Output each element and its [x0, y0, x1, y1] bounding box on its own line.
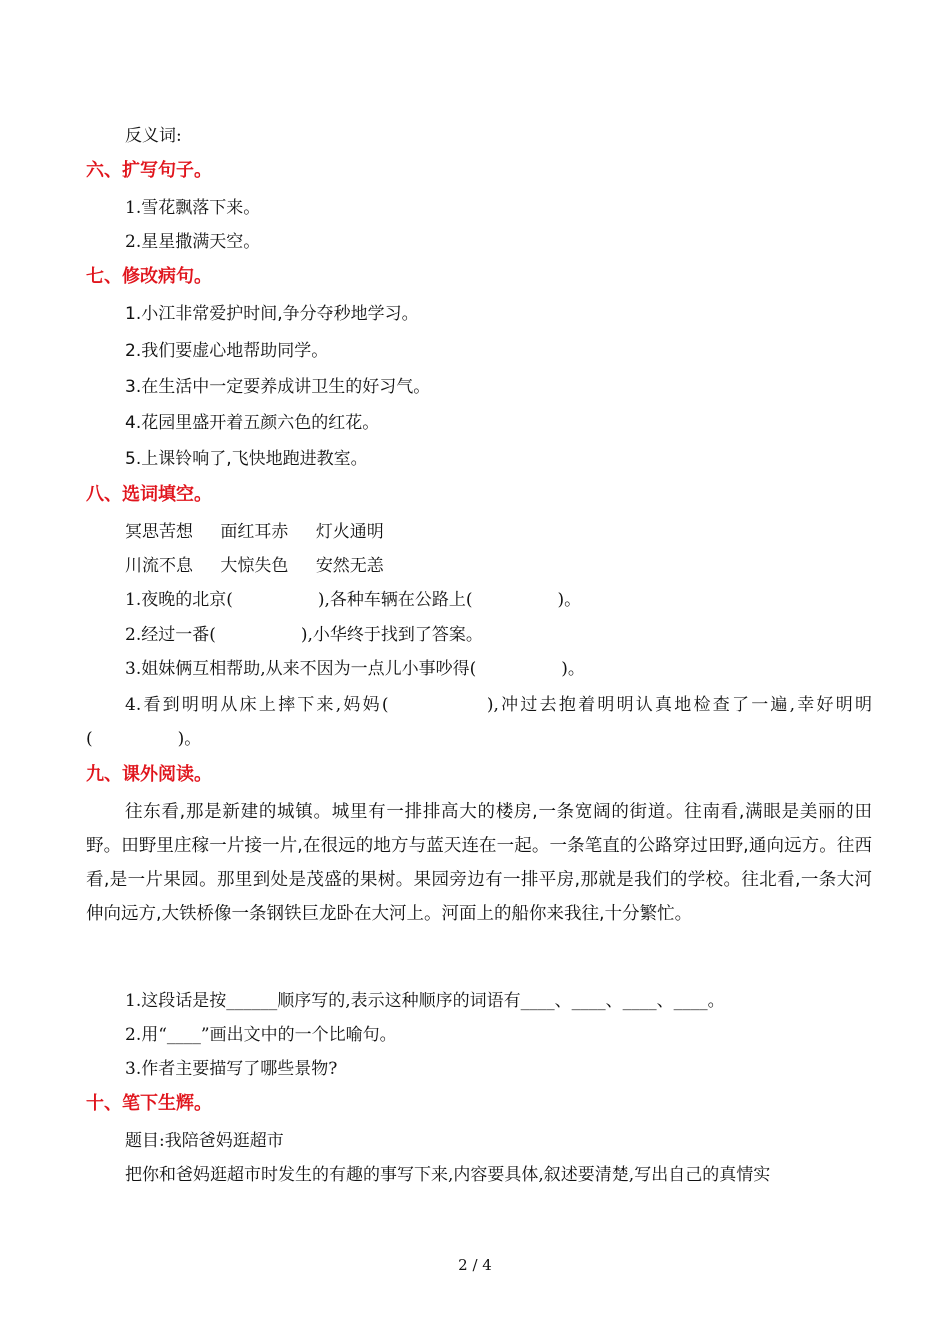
essay-title: 题目:我陪爸妈逛超市	[125, 1131, 284, 1151]
section-7-heading: 七、修改病句。	[86, 266, 212, 287]
sec9-question-2: 2.用“____”画出文中的一个比喻句。	[125, 1025, 397, 1045]
essay-prompt: 把你和爸妈逛超市时发生的有趣的事写下来,内容要具体,叙述要清楚,写出自己的真情实	[125, 1165, 771, 1185]
sec7-item-3: 3.在生活中一定要养成讲卫生的好习气。	[125, 377, 431, 397]
sec7-item-5: 5.上课铃响了,飞快地跑进教室。	[125, 449, 368, 469]
word-option: 面红耳赤	[220, 522, 289, 542]
sec8-question-1: 1.夜晚的北京( ),各种车辆在公路上( )。	[125, 590, 582, 610]
word-option: 灯火通明	[315, 522, 384, 542]
word-option: 大惊失色	[220, 556, 289, 576]
section-8-heading: 八、选词填空。	[86, 484, 212, 505]
sec8-question-2: 2.经过一番( ),小华终于找到了答案。	[125, 625, 483, 645]
sec7-item-4: 4.花园里盛开着五颜六色的红花。	[125, 413, 380, 433]
sec6-item-2: 2.星星撒满天空。	[125, 232, 261, 252]
sec6-item-1: 1.雪花飘落下来。	[125, 198, 261, 218]
sec8-question-4: 4.看到明明从床上摔下来,妈妈( ),冲过去抱着明明认真地检查了一遍,幸好明明( )。	[86, 695, 872, 749]
antonym-label: 反义词:	[125, 126, 182, 146]
sec7-item-1: 1.小江非常爱护时间,争分夺秒地学习。	[125, 304, 419, 324]
word-bank-row-2	[125, 554, 406, 578]
word-option: 冥思苦想	[125, 522, 193, 542]
sec8-question-3: 3.姐妹俩互相帮助,从来不因为一点儿小事吵得( )。	[125, 659, 585, 679]
sec9-question-3: 3.作者主要描写了哪些景物?	[125, 1059, 338, 1079]
section-9-heading: 九、课外阅读。	[86, 764, 212, 785]
section-10-heading: 十、笔下生辉。	[86, 1093, 212, 1114]
reading-passage: 往东看,那是新建的城镇。城里有一排排高大的楼房,一条宽阔的街道。往南看,满眼是美丽的田野。田野里庄稼一片接一片,在很远的地方与蓝天连在一起。一条笔直的公路穿过田野,通向远方。往西看,是一片果园。那里到处是茂盛的果树。果园旁边有一排平房,那就是我们的学校。往北看,一条大河伸向远方,大铁桥像一条钢铁巨龙卧在大河上。河面上的船你来我往,十分繁忙。	[86, 802, 872, 924]
page-number: 2 / 4	[458, 1256, 492, 1274]
section-6-heading: 六、扩写句子。	[86, 160, 212, 181]
word-option: 川流不息	[125, 556, 193, 576]
word-option: 安然无恙	[315, 556, 384, 576]
sec9-question-1: 1.这段话是按______顺序写的,表示这种顺序的词语有____、____、____、____。	[125, 991, 725, 1011]
sec7-item-2: 2.我们要虚心地帮助同学。	[125, 341, 329, 361]
word-bank-row-1	[125, 520, 406, 544]
